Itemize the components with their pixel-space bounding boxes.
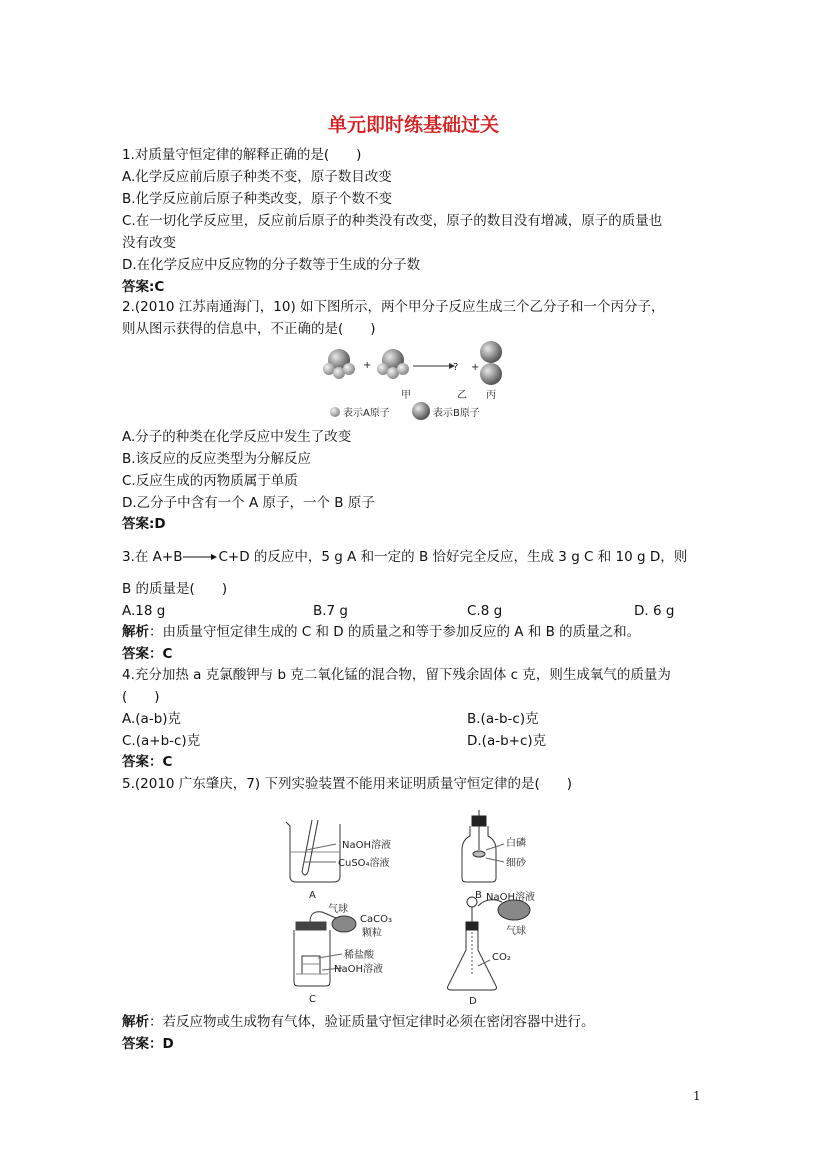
label-jia: 甲 xyxy=(401,390,411,401)
q2-stem-line1: 2.(2010 江苏南通海门，10) 如下图所示，两个甲分子反应生成三个乙分子和一个丙分子， xyxy=(122,299,665,315)
label-keli: 颗粒 xyxy=(362,928,382,939)
q3-explanation xyxy=(122,623,640,641)
q3-option-a: A.18 g xyxy=(122,603,166,619)
q1-option-d: D.在化学反应中反应物的分子数等于生成的分子数 xyxy=(122,257,421,273)
q3-option-d: D. 6 g xyxy=(634,603,675,619)
page-number: 1 xyxy=(693,1089,701,1103)
reactant-molecule-2 xyxy=(377,349,409,379)
q1-answer: 答案:C xyxy=(122,279,165,295)
label-co2: CO₂ xyxy=(492,952,511,963)
legend-a-atom-icon xyxy=(330,407,340,417)
q4-option-b: B.(a-b-c)克 xyxy=(467,711,539,727)
q1-option-b: B.化学反应前后原子种类改变，原子个数不变 xyxy=(122,191,393,207)
label-apparatus-c: C xyxy=(309,994,316,1005)
q1-stem: 1.对质量守恒定律的解释正确的是( ) xyxy=(122,147,362,163)
label-caco3: CaCO₃ xyxy=(360,914,392,925)
label-qiqiu-d: 气球 xyxy=(506,926,526,937)
label-apparatus-d: D xyxy=(469,996,477,1006)
q2-option-d: D.乙分子中含有一个 A 原子，一个 B 原子 xyxy=(122,495,375,511)
q1-option-a: A.化学反应前后原子种类不变，原子数目改变 xyxy=(122,169,392,185)
q3-answer: 答案：C xyxy=(122,646,173,662)
reaction-arrow-icon xyxy=(182,552,218,562)
label-apparatus-b: B xyxy=(475,890,482,901)
q3-stem-line1 xyxy=(122,548,687,566)
q4-option-c: C.(a+b-c)克 xyxy=(122,733,201,749)
q2-option-c: C.反应生成的丙物质属于单质 xyxy=(122,473,298,489)
label-xisha: 细砂 xyxy=(506,858,526,869)
label-yi: 乙 xyxy=(457,390,467,401)
q5-answer: 答案：D xyxy=(122,1036,174,1052)
q4-stem-line1: 4.充分加热 a 克氯酸钾与 b 克二氧化锰的混合物，留下残余固体 c 克，则生成氧气的质量为 xyxy=(122,667,671,683)
q2-option-b: B.该反应的反应类型为分解反应 xyxy=(122,451,312,467)
q2-option-a: A.分子的种类在化学反应中发生了改变 xyxy=(122,429,352,445)
label-bailin: 白磷 xyxy=(506,838,526,849)
q5-explanation xyxy=(122,1013,595,1031)
label-naoh-c: NaOH溶液 xyxy=(334,964,383,975)
label-xiyansuan: 稀盐酸 xyxy=(344,950,374,961)
q3-option-b: B.7 g xyxy=(313,603,349,619)
product-molecule-bing xyxy=(480,341,502,385)
apparatus-d xyxy=(448,897,531,990)
q1-option-c-cont: 没有改变 xyxy=(122,235,176,251)
q3-stem-post: C+D 的反应中，5 g A 和一定的 B 恰好完全反应，生成 3 g C 和 10 g D，则 xyxy=(218,549,688,565)
label-qiqiu: 气球 xyxy=(328,904,348,915)
q3-explanation-text: ：由质量守恒定律生成的 C 和 D 的质量之和等于参加反应的 A 和 B 的质量之和。 xyxy=(149,624,641,640)
q2-answer: 答案:D xyxy=(122,516,166,532)
legend-b-atom-icon xyxy=(412,402,430,420)
label-cuso4: CuSO₄溶液 xyxy=(338,858,390,869)
q4-stem-line2: ( ) xyxy=(122,689,160,705)
q5-apparatus-figure xyxy=(282,810,552,1006)
label-naoh-d: NaOH溶液 xyxy=(486,892,535,903)
q5-explanation-label: 解析 xyxy=(122,1014,149,1030)
q5-stem: 5.(2010 广东肇庆，7) 下列实验装置不能用来证明质量守恒定律的是( ) xyxy=(122,776,572,792)
q4-answer: 答案：C xyxy=(122,754,173,770)
q3-explanation-label: 解析 xyxy=(122,624,149,640)
legend-b: 表示B原子 xyxy=(433,408,480,419)
q4-option-a: A.(a-b)克 xyxy=(122,711,182,727)
q5-explanation-text: ：若反应物或生成物有气体，验证质量守恒定律时必须在密闭容器中进行。 xyxy=(149,1014,595,1030)
q3-option-c: C.8 g xyxy=(467,603,503,619)
q2-molecule-figure xyxy=(315,338,515,422)
apparatus-b xyxy=(462,810,504,882)
page-title: 单元即时练基础过关 xyxy=(327,114,499,136)
q4-option-d: D.(a-b+c)克 xyxy=(467,733,547,749)
q3-stem-line2: B 的质量是( ) xyxy=(122,581,228,597)
legend-a: 表示A原子 xyxy=(343,408,390,419)
plus-sign-2: + xyxy=(471,362,480,373)
apparatus-a xyxy=(286,820,340,882)
q3-stem-pre: 3.在 A+B xyxy=(122,549,183,565)
q2-stem-line2: 则从图示获得的信息中，不正确的是( ) xyxy=(122,321,376,337)
label-naoh-a: NaOH溶液 xyxy=(342,840,391,851)
label-bing: 丙 xyxy=(486,390,496,401)
plus-sign: + xyxy=(363,360,372,371)
label-apparatus-a: A xyxy=(309,890,316,901)
reactant-molecule-1 xyxy=(323,349,355,379)
q1-option-c: C.在一切化学反应里，反应前后原子的种类没有改变，原子的数目没有增减，原子的质量也 xyxy=(122,213,663,229)
unknown-product: ? xyxy=(453,362,459,373)
